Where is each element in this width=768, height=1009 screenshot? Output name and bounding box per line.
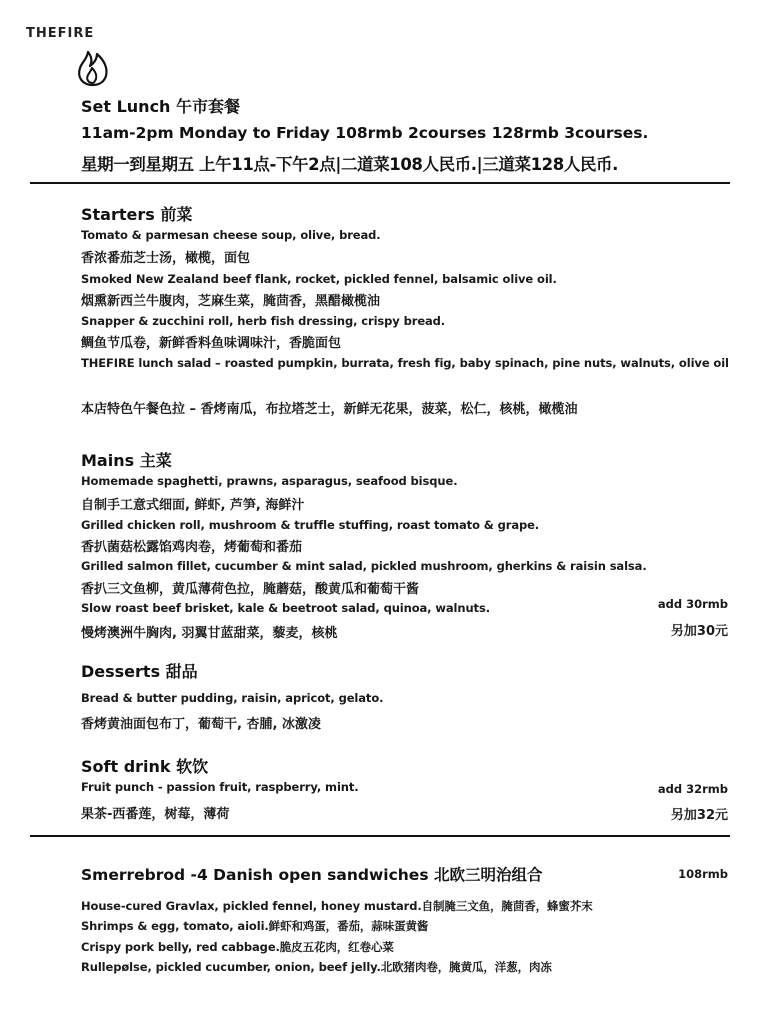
section-smorrebrod-title: Smerrebrod -4 Danish open sandwiches 北欧三明治组合 xyxy=(81,866,543,884)
hours-cn: 星期一到星期五 上午11点-下午2点|二道菜108人民币.|三道菜128人民币. xyxy=(81,155,619,174)
divider-top xyxy=(30,182,730,184)
drink-surcharge-en: add 32rmb xyxy=(657,782,728,796)
section-mains-title: Mains 主菜 xyxy=(81,451,172,470)
starter-item-en: Smoked New Zealand beef flank, rocket, pickled fennel, balsamic olive oil. xyxy=(81,272,557,286)
main-item-en: Grilled salmon fillet, cucumber & mint salad, pickled mushroom, gherkins & raisin salsa. xyxy=(81,559,647,573)
main-item-en: Slow roast beef brisket, kale & beetroot salad, quinoa, walnuts. xyxy=(81,601,490,615)
smorrebrod-price: 108rmb xyxy=(678,867,728,881)
hours-en: 11am-2pm Monday to Friday 108rmb 2courses 128rmb 3courses. xyxy=(81,124,649,142)
main-surcharge-en: add 30rmb xyxy=(657,597,728,611)
starter-item-en: Snapper & zucchini roll, herb fish dressing, crispy bread. xyxy=(81,314,446,328)
main-item-cn: 慢烤澳洲牛胸肉, 羽翼甘蓝甜菜，藜麦，核桃 xyxy=(81,626,338,641)
smorrebrod-item: Crispy pork belly, red cabbage.脆皮五花肉，红卷心菜 xyxy=(81,940,394,954)
main-item-en: Homemade spaghetti, prawns, asparagus, seafood bisque. xyxy=(81,474,458,488)
main-item-cn: 香扒三文鱼柳，黄瓜薄荷色拉，腌蘑菇，酸黄瓜和葡萄干酱 xyxy=(81,582,420,597)
main-surcharge-cn: 另加30元 xyxy=(670,624,728,639)
starter-item-cn: 鲷鱼节瓜卷，新鲜香料鱼味调味汁，香脆面包 xyxy=(81,336,342,351)
main-item-cn: 自制手工意式细面, 鲜虾, 芦笋, 海鲜汁 xyxy=(81,498,305,513)
section-desserts-title: Desserts 甜品 xyxy=(81,662,198,681)
brand-name: THEFIRE xyxy=(26,26,95,41)
main-item-cn: 香扒菌菇松露馅鸡肉卷，烤葡萄和番茄 xyxy=(81,540,303,555)
dessert-item-en: Bread & butter pudding, raisin, apricot, gelato. xyxy=(81,691,384,705)
dessert-item-cn: 香烤黄油面包布丁，葡萄干, 杏脯, 冰激凌 xyxy=(81,717,321,732)
starter-item-en: Tomato & parmesan cheese soup, olive, bread. xyxy=(81,228,381,242)
starter-item-cn: 本店特色午餐色拉 – 香烤南瓜，布拉塔芝士，新鲜无花果，菠菜，松仁，核桃，橄榄油 xyxy=(81,402,578,417)
divider-bottom xyxy=(30,835,730,837)
smorrebrod-item: Shrimps & egg, tomato, aioli.鲜虾和鸡蛋，番茄，蒜味蛋黄酱 xyxy=(81,919,429,933)
smorrebrod-item: House-cured Gravlax, pickled fennel, honey mustard.自制腌三文鱼，腌茴香，蜂蜜芥末 xyxy=(81,899,593,913)
starter-item-en: THEFIRE lunch salad – roasted pumpkin, burrata, fresh fig, baby spinach, pine nuts, walnuts, olive oil xyxy=(81,356,729,370)
section-soft-drink-title: Soft drink 软饮 xyxy=(81,757,209,776)
drink-item-cn: 果茶-西番莲，树莓，薄荷 xyxy=(81,807,230,822)
menu-title: Set Lunch 午市套餐 xyxy=(81,97,241,116)
smorrebrod-item: Rullepølse, pickled cucumber, onion, beef jelly.北欧猪肉卷，腌黄瓜，洋葱，肉冻 xyxy=(81,960,552,974)
main-item-en: Grilled chicken roll, mushroom & truffle stuffing, roast tomato & grape. xyxy=(81,518,540,532)
section-starters-title: Starters 前菜 xyxy=(81,205,193,224)
flame-icon xyxy=(73,48,113,88)
starter-item-cn: 烟熏新西兰牛腹肉，芝麻生菜，腌茴香，黑醋橄榄油 xyxy=(81,294,381,309)
drink-item-en: Fruit punch - passion fruit, raspberry, mint. xyxy=(81,780,359,794)
drink-surcharge-cn: 另加32元 xyxy=(670,808,728,823)
starter-item-cn: 香浓番茄芝士汤，橄榄，面包 xyxy=(81,251,251,266)
